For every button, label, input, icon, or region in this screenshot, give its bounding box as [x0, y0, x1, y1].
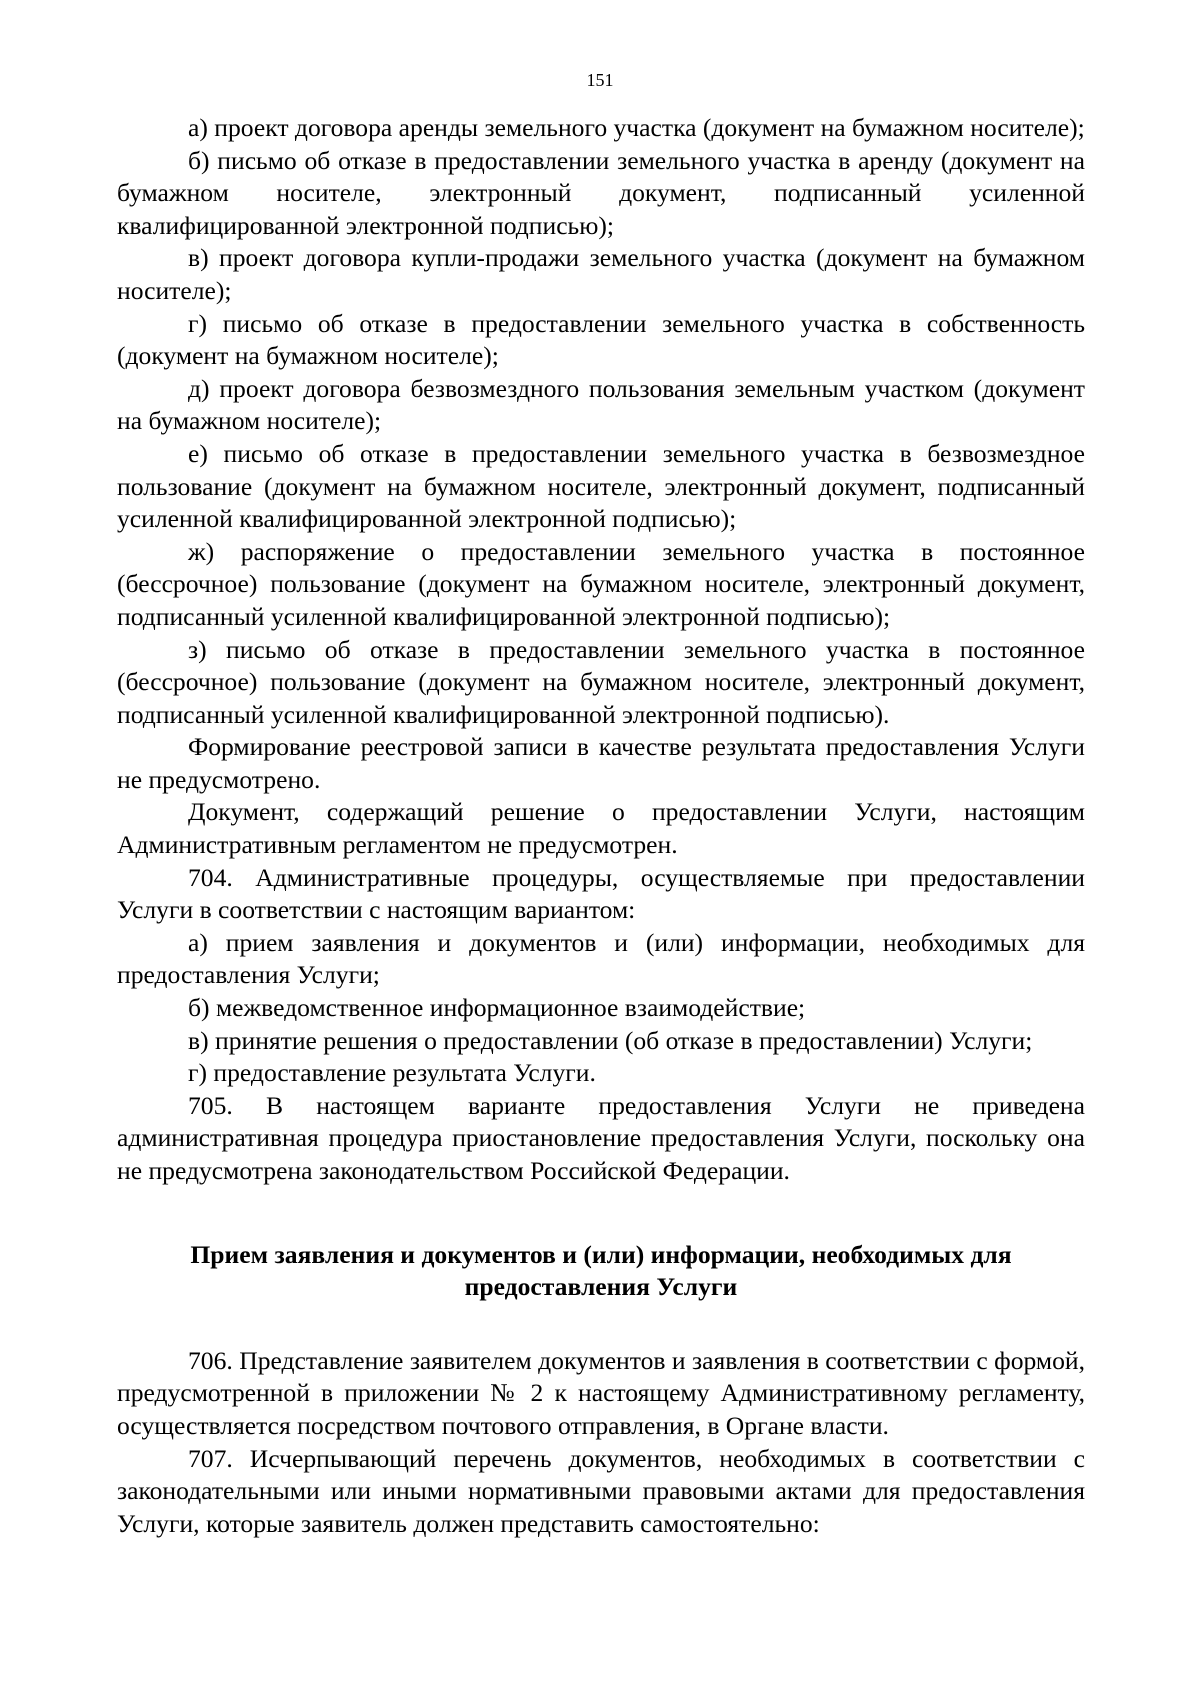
section-title-line-2: предоставления Услуги [464, 1272, 738, 1302]
paragraph-item-b-lease-refusal: б) письмо об отказе в предоставлении земельного участка в аренду (документ на бумажном носителе, электронный документ, подписанный усиленной квалифицированной электронной подписью); [117, 145, 1085, 240]
paragraph-item-z-permanent-use-refusal: з) письмо об отказе в предоставлении земельного участка в постоянное (бессрочное) пользование (документ на бумажном носителе, электронный документ, подписанный усиленной квалифицированной электронной подписью). [117, 634, 1085, 729]
paragraph-707: 707. Исчерпывающий перечень документов, необходимых в соответствии с законодательными или иными нормативными правовыми актами для предоставления Услуги, которые заявитель должен представить самостоятельно: [117, 1443, 1085, 1538]
section-title [117, 1239, 1085, 1304]
paragraph-704-v: в) принятие решения о предоставлении (об отказе в предоставлении) Услуги; [188, 1025, 1033, 1055]
paragraph-item-v-sale-draft: в) проект договора купли-продажи земельного участка (документ на бумажном носителе); [117, 243, 1085, 305]
paragraph-705: 705. В настоящем варианте предоставления Услуги не приведена административная процедура приостановление предоставления Услуги, поскольку она не предусмотрена законодательством Российской Федерации. [117, 1090, 1085, 1185]
paragraph-item-e-free-use-refusal: е) письмо об отказе в предоставлении земельного участка в безвозмездное пользование (документ на бумажном носителе, электронный документ, подписанный усиленной квалифицированной электронной подписью); [117, 438, 1085, 534]
paragraph-704-b: б) межведомственное информационное взаимодействие; [188, 993, 806, 1023]
page-number: 151 [586, 70, 614, 90]
paragraph-decision-document: Документ, содержащий решение о предоставлении Услуги, настоящим Административным регламентом не предусмотрен. [117, 797, 1085, 860]
paragraph-704-g: г) предоставление результата Услуги. [188, 1058, 596, 1088]
document-body [117, 112, 1085, 1540]
paragraph-704: 704. Административные процедуры, осуществляемые при предоставлении Услуги в соответствии с настоящим вариантом: [117, 862, 1085, 925]
paragraph-706: 706. Представление заявителем документов и заявления в соответствии с формой, предусмотренной в приложении № 2 к настоящему Административному регламенту, осуществляется посредством почтового отправления, в Органе власти. [117, 1345, 1085, 1440]
section-title-line-1: Прием заявления и документов и (или) информации, необходимых для [190, 1239, 1012, 1269]
paragraph-704-a: а) прием заявления и документов и (или) информации, необходимых для предоставления Услуги; [117, 927, 1085, 990]
paragraph-item-a-lease-draft: а) проект договора аренды земельного участка (документ на бумажном носителе); [188, 113, 1085, 142]
paragraph-item-g-ownership-refusal: г) письмо об отказе в предоставлении земельного участка в собственность (документ на бумажном носителе); [117, 308, 1085, 371]
paragraph-item-d-free-use-draft: д) проект договора безвозмездного пользования земельным участком (документ на бумажном носителе); [117, 373, 1085, 436]
paragraph-item-zh-permanent-use-order: ж) распоряжение о предоставлении земельного участка в постоянное (бессрочное) пользование (документ на бумажном носителе, электронный документ, подписанный усиленной квалифицированной электронной подписью); [117, 536, 1085, 631]
paragraph-registry-record: Формирование реестровой записи в качестве результата предоставления Услуги не предусмотрено. [117, 732, 1085, 794]
